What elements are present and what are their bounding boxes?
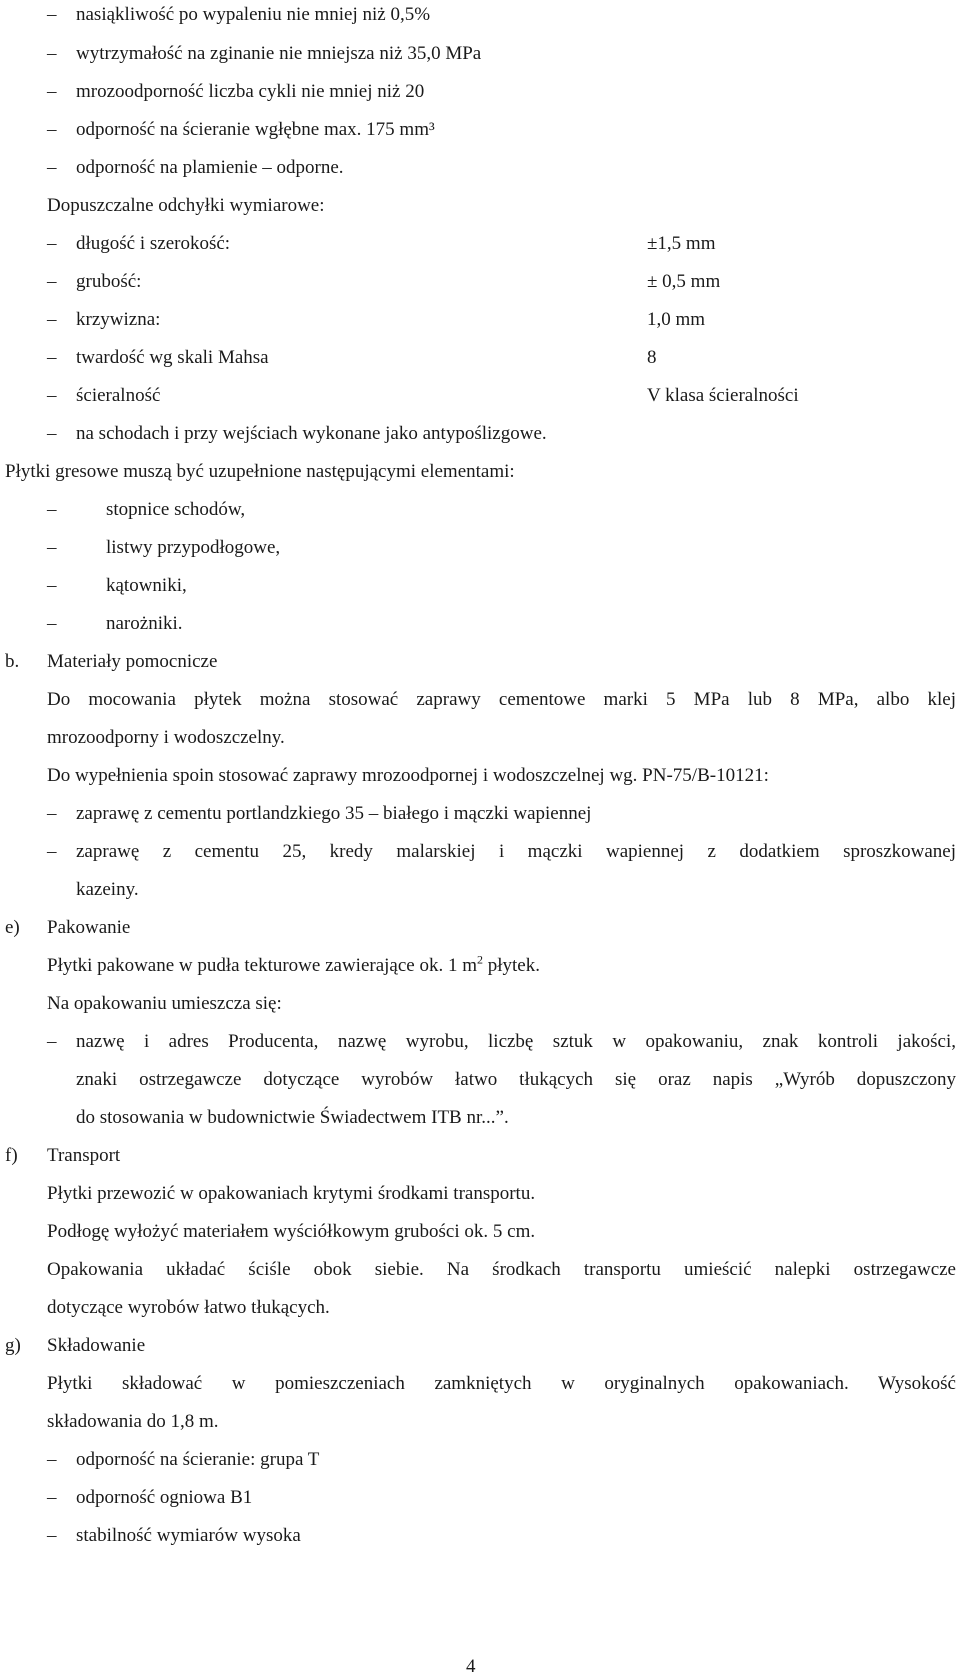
list-item: odporność ogniowa B1 — [76, 1487, 253, 1508]
list-item-continuation: kazeiny. — [76, 879, 139, 900]
page-number: 4 — [466, 1656, 476, 1677]
list-dash: – — [47, 499, 57, 520]
list-dash: – — [47, 119, 57, 140]
list-dash: – — [47, 575, 57, 596]
tolerance-label: twardość wg skali Mahsa — [76, 347, 269, 368]
list-dash: – — [47, 309, 57, 330]
list-item: narożniki. — [106, 613, 183, 634]
text-segment: Płytki pakowane w pudła tekturowe zawierające ok. 1 m — [47, 955, 477, 976]
paragraph-line: mrozoodporny i wodoszczelny. — [47, 727, 285, 748]
section-title: Składowanie — [47, 1335, 146, 1356]
list-dash: – — [47, 43, 57, 64]
paragraph-line — [47, 954, 540, 978]
paragraph-line: Do mocowania płytek można stosować zaprawy cementowe marki 5 MPa lub 8 MPa, albo klej — [47, 689, 956, 710]
list-item: wytrzymałość na zginanie nie mniejsza niż 35,0 MPa — [76, 43, 482, 64]
list-dash: – — [47, 841, 57, 862]
paragraph-line: Płytki składować w pomieszczeniach zamkniętych w oryginalnych opakowaniach. Wysokość — [47, 1373, 956, 1394]
section-title: Materiały pomocnicze — [47, 651, 218, 672]
tolerance-label: długość i szerokość: — [76, 233, 231, 254]
list-item-continuation: znaki ostrzegawcze dotyczące wyrobów łatwo tłukących się oraz napis „Wyrób dopuszczony — [76, 1069, 956, 1090]
paragraph-line: Płytki przewozić w opakowaniach krytymi środkami transportu. — [47, 1183, 536, 1204]
list-item: nasiąkliwość po wypaleniu nie mniej niż 0,5% — [76, 4, 431, 25]
section-title: Pakowanie — [47, 917, 131, 938]
list-item-continuation: do stosowania w budownictwie Świadectwem ITB nr...”. — [76, 1107, 509, 1128]
list-item: nazwę i adres Producenta, nazwę wyrobu, liczbę sztuk w opakowaniu, znak kontroli jakości, — [76, 1031, 956, 1052]
section-marker: f) — [5, 1145, 18, 1166]
tolerance-value: ±1,5 mm — [647, 233, 716, 254]
paragraph-line: dotyczące wyrobów łatwo tłukących. — [47, 1297, 330, 1318]
supplement-heading: Płytki gresowe muszą być uzupełnione następującymi elementami: — [5, 461, 515, 482]
section-marker: b. — [5, 651, 20, 672]
paragraph-line: Do wypełnienia spoin stosować zaprawy mrozoodpornej i wodoszczelnej wg. PN-75/B-10121: — [47, 765, 769, 786]
section-marker: e) — [5, 917, 20, 938]
tolerance-value: V klasa ścieralności — [647, 385, 799, 406]
list-dash: – — [47, 271, 57, 292]
superscript: 2 — [477, 952, 483, 967]
list-item: odporność na plamienie – odporne. — [76, 157, 344, 178]
list-item: stabilność wymiarów wysoka — [76, 1525, 301, 1546]
list-dash: – — [47, 1031, 57, 1052]
paragraph-line: składowania do 1,8 m. — [47, 1411, 219, 1432]
tolerance-label: na schodach i przy wejściach wykonane jako antypoślizgowe. — [76, 423, 547, 444]
list-dash: – — [47, 1525, 57, 1546]
tolerance-value: 8 — [647, 347, 657, 368]
list-dash: – — [47, 1487, 57, 1508]
paragraph-line: Opakowania układać ściśle obok siebie. Na środkach transportu umieścić nalepki ostrzegawcze — [47, 1259, 956, 1280]
list-item: mrozoodporność liczba cykli nie mniej niż 20 — [76, 81, 425, 102]
tolerance-label: grubość: — [76, 271, 142, 292]
list-dash: – — [47, 385, 57, 406]
text-segment: płytek. — [483, 955, 540, 976]
list-dash: – — [47, 537, 57, 558]
list-dash: – — [47, 81, 57, 102]
section-marker: g) — [5, 1335, 21, 1356]
tolerance-value: 1,0 mm — [647, 309, 706, 330]
tolerance-label: ścieralność — [76, 385, 161, 406]
list-item: stopnice schodów, — [106, 499, 246, 520]
paragraph-line: Podłogę wyłożyć materiałem wyściółkowym grubości ok. 5 cm. — [47, 1221, 536, 1242]
list-item: zaprawę z cementu 25, kredy malarskiej i mączki wapiennej z dodatkiem sproszkowanej — [76, 841, 956, 862]
list-item: odporność na ścieranie wgłębne max. 175 mm³ — [76, 119, 435, 140]
list-dash: – — [47, 1449, 57, 1470]
list-dash: – — [47, 233, 57, 254]
tolerance-label: krzywizna: — [76, 309, 161, 330]
list-dash: – — [47, 613, 57, 634]
list-item: zaprawę z cementu portlandzkiego 35 – białego i mączki wapiennej — [76, 803, 592, 824]
list-item: odporność na ścieranie: grupa T — [76, 1449, 320, 1470]
list-dash: – — [47, 347, 57, 368]
list-dash: – — [47, 803, 57, 824]
list-dash: – — [47, 423, 57, 444]
tolerance-value: ± 0,5 mm — [647, 271, 721, 292]
list-item: kątowniki, — [106, 575, 187, 596]
paragraph-line: Na opakowaniu umieszcza się: — [47, 993, 282, 1014]
tolerances-heading: Dopuszczalne odchyłki wymiarowe: — [47, 195, 325, 216]
section-title: Transport — [47, 1145, 121, 1166]
list-item: listwy przypodłogowe, — [106, 537, 281, 558]
list-dash: – — [47, 4, 57, 25]
list-dash: – — [47, 157, 57, 178]
